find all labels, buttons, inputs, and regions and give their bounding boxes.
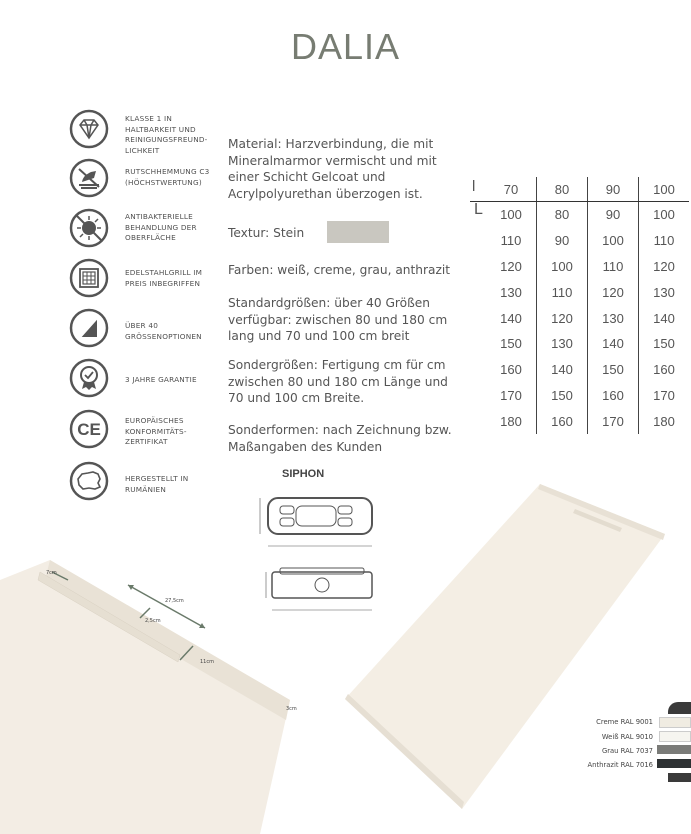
width-header: 80 [537, 177, 588, 202]
table-cell: 100 [537, 254, 588, 280]
size-options-icon [69, 308, 109, 348]
colors-text: Farben: weiß, creme, grau, anthrazit [228, 263, 451, 277]
table-cell: 110 [588, 254, 639, 280]
width-header: 90 [588, 177, 639, 202]
table-cell: 110 [500, 233, 522, 249]
color-swatch-white [659, 731, 691, 742]
table-cell: 150 [639, 331, 690, 357]
diamond-icon [69, 109, 109, 149]
dim-label: 27,5cm [165, 598, 184, 604]
texture-swatch [327, 221, 389, 243]
table-cell: 120 [588, 279, 639, 305]
length-symbol: L [474, 201, 483, 218]
color-label: Grau RAL 7037 [601, 747, 653, 755]
table-cell: 150 [588, 357, 639, 383]
feature-label: ANTIBAKTERIELLE BEHANDLUNG DER OBERFLÄCHE [125, 212, 197, 242]
table-cell: 150 [537, 383, 588, 409]
feature-label: KLASSE 1 IN HALTBARKEIT UND REINIGUNGSFREUND-LICHKEIT [125, 114, 208, 155]
table-cell: 140 [639, 305, 690, 331]
feature-label: EDELSTAHLGRILL IM PREIS INBEGRIFFEN [125, 268, 203, 288]
table-cell: 130 [639, 279, 690, 305]
table-row [470, 383, 689, 409]
table-cell: 160 [639, 357, 690, 383]
color-swatch-creme [659, 717, 691, 728]
table-row [470, 279, 689, 305]
table-cell: 90 [537, 228, 588, 254]
antibacterial-icon [69, 208, 109, 248]
table-cell: 100 [500, 207, 522, 223]
color-swatch-grey [657, 745, 691, 754]
standard-sizes-text: Standardgrößen: über 40 Größen verfügbar: zwischen 80 und 180 cm lang und 70 und 100 cm breit [228, 296, 448, 343]
table-spacer [470, 254, 486, 280]
table-cell: 100 [639, 202, 690, 228]
table-cell: 170 [588, 408, 639, 434]
special-sizes-text: Sondergrößen: Fertigung cm für cm zwischen 80 und 180 cm Länge und 70 und 100 cm Breite. [228, 358, 448, 405]
table-cell: 120 [537, 305, 588, 331]
table-spacer [470, 228, 486, 254]
size-table [470, 177, 689, 434]
siphon-title: SIPHON [282, 468, 325, 480]
table-cell: 160 [537, 408, 588, 434]
grill-icon [69, 258, 109, 298]
dim-label: 3cm [286, 706, 297, 712]
table-cell: 90 [588, 202, 639, 228]
table-cell: 150 [500, 336, 522, 352]
color-swatch-anthracite [657, 759, 691, 768]
ce-icon [69, 409, 109, 449]
texture-text: Textur: Stein [228, 226, 305, 240]
table-spacer [470, 331, 486, 357]
feature-label: HERGESTELLT IN RUMÄNIEN [125, 474, 189, 494]
table-cell: 140 [537, 357, 588, 383]
color-label: Anthrazit RAL 7016 [587, 761, 653, 769]
table-spacer [470, 357, 486, 383]
table-spacer [470, 383, 486, 409]
table-cell: 160 [500, 362, 522, 378]
width-header: 100 [639, 177, 690, 202]
width-symbol: l [472, 178, 476, 195]
tab-dark-bottom [668, 773, 691, 782]
page-title: DALIA [290, 26, 401, 67]
table-row [470, 331, 689, 357]
dim-label: 2,5cm [145, 618, 161, 624]
table-cell: 170 [639, 383, 690, 409]
color-label: Creme RAL 9001 [596, 718, 653, 726]
width-header: 70 [486, 177, 537, 202]
color-label: Weiß RAL 9010 [601, 733, 653, 741]
table-spacer [470, 279, 486, 305]
table-spacer [470, 305, 486, 331]
table-cell: 100 [588, 228, 639, 254]
warranty-icon [69, 358, 109, 398]
dim-label: 7cm [46, 570, 57, 576]
table-spacer [470, 408, 486, 434]
table-row [470, 254, 689, 280]
dim-label: 11cm [200, 659, 214, 665]
table-cell: 130 [588, 305, 639, 331]
tab-dark-top [668, 702, 691, 714]
table-row [470, 357, 689, 383]
table-cell: 180 [639, 408, 690, 434]
feature-label: 3 JAHRE GARANTIE [125, 375, 197, 384]
svg-text:CE: CE [77, 420, 101, 439]
table-cell: 120 [639, 254, 690, 280]
tray-closeup-image [0, 550, 310, 834]
table-cell: 160 [588, 383, 639, 409]
table-row [470, 228, 689, 254]
table-cell: 140 [588, 331, 639, 357]
special-shapes-text: Sonderformen: nach Zeichnung bzw. Maßangaben des Kunden [228, 423, 452, 454]
table-cell: 110 [537, 279, 588, 305]
material-text: Material: Harzverbindung, die mit Mineralmarmor vermischt und mit einer Schicht Gelcoat und Acrylpolyurethan überzogen ist. [228, 137, 437, 201]
feature-label: ÜBER 40 GRÖSSENOPTIONEN [125, 321, 202, 341]
table-cell: 170 [500, 387, 522, 403]
table-cell: 80 [537, 202, 588, 228]
feature-label: EUROPÄISCHES KONFORMITÄTS-ZERTIFIKAT [125, 416, 187, 446]
table-cell: 110 [639, 228, 690, 254]
table-cell: 130 [500, 284, 522, 300]
table-cell: 140 [500, 310, 522, 326]
feature-label: RUTSCHHEMMUNG C3 (HÖCHSTWERTUNG) [125, 167, 210, 187]
table-corner [470, 177, 486, 202]
table-spacer [470, 202, 486, 228]
table-row [470, 408, 689, 434]
table-row [470, 305, 689, 331]
table-row [470, 202, 689, 228]
table-cell: 120 [500, 258, 522, 274]
anti-slip-icon [69, 158, 109, 198]
table-cell: 180 [500, 413, 522, 429]
table-cell: 130 [537, 331, 588, 357]
romania-map-icon [69, 461, 109, 501]
